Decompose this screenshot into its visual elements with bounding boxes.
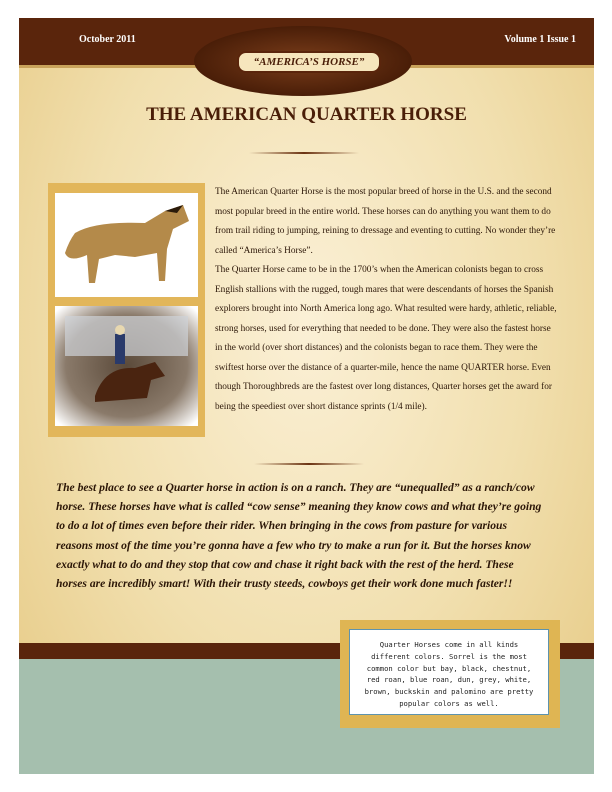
issue-date: October 2011 xyxy=(79,34,136,45)
sidebar-line: brown, buckskin and palomino are pretty xyxy=(364,687,534,697)
italic-line: to do a lot of times even before their rider. When bringing in the cows from pasture for various xyxy=(56,519,508,533)
reining-horse-photo xyxy=(55,306,198,426)
ornament-divider xyxy=(254,463,364,465)
body-line: The American Quarter Horse is the most popular breed of horse in the U.S. and the second xyxy=(215,187,552,197)
page-title: THE AMERICAN QUARTER HORSE xyxy=(146,104,467,125)
volume-issue: Volume 1 Issue 1 xyxy=(504,34,576,45)
italic-line: horses are incredibly smart! With their trusty steeds, cowboys get their work done much faster!! xyxy=(56,577,513,591)
sidebar-line: different colors. Sorrel is the most xyxy=(371,651,527,661)
body-line: most popular breed in the entire world. These horses can do anything you want them to do xyxy=(215,206,551,217)
sidebar-line: common color but bay, black, chestnut, xyxy=(366,663,532,673)
ranch-paragraph xyxy=(56,478,541,593)
body-line: though Thoroughbreds are the fastest over long distances, Quarter horses get the award for xyxy=(215,382,552,392)
sidebar-line: popular colors as well. xyxy=(399,698,499,708)
body-line: strong horses, used for everything that needed to be done. They were also the fastest horse xyxy=(215,323,551,334)
body-line: called “America’s Horse”. xyxy=(215,245,313,256)
article-body xyxy=(215,183,594,417)
italic-line: reasons most of the time you’re gonna have a few who try to make a run for it. But the horses know xyxy=(56,538,531,552)
italic-line: horse. These horses have what is called “cow sense” meaning they know cows and what they’re going xyxy=(56,500,542,514)
body-line: swiftest horse over the distance of a quarter-mile, hence the name QUARTER horse. Even xyxy=(215,362,551,373)
body-line: explorers brought into North America long ago. What resulted were hardy, athletic, reliable, xyxy=(215,304,557,314)
sidebar-text xyxy=(349,629,549,715)
masthead-title: “AMERICA’S HORSE” xyxy=(237,51,381,73)
newsletter-page xyxy=(19,18,594,774)
italic-line: exactly what to do and they stop that cow and chase it right back with the rest of the herd. These xyxy=(56,557,514,571)
body-line: The Quarter Horse came to be in the 1700’s when the American colonists began to cross xyxy=(215,265,544,275)
sidebar-line: red roan, blue roan, dun, grey, white, xyxy=(366,675,532,685)
body-line: being the speediest over short distance sprints (1/4 mile). xyxy=(215,401,427,412)
sidebar-line: Quarter Horses come in all kinds xyxy=(379,640,519,649)
sidebar-box xyxy=(340,620,560,728)
photo-frame xyxy=(48,183,205,437)
italic-line: The best place to see a Quarter horse in action is on a ranch. They are “unequalled” as a ranch/cow xyxy=(56,481,535,494)
body-line: from trail riding to jumping, reining to dressage and eventing to cutting. No wonder they’re xyxy=(215,226,556,236)
body-line: English stallions with the rugged, tough mares that were descendants of horses the Spanish xyxy=(215,284,554,295)
buckskin-horse-photo xyxy=(55,193,198,297)
ornament-divider xyxy=(249,152,359,154)
body-line: in the world (over short distances) and the colonists began to race them. They were the xyxy=(215,343,538,353)
